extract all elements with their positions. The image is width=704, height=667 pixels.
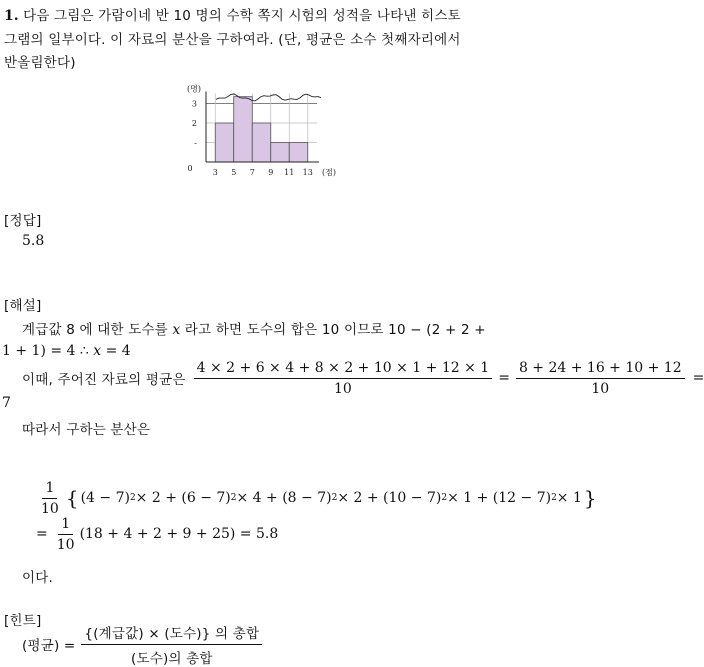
explanation-line-2	[2, 343, 131, 359]
fraction-numerator: 1	[58, 516, 73, 535]
histogram-bar	[271, 143, 290, 163]
histogram-bar	[215, 123, 234, 162]
hint-fraction	[81, 622, 262, 667]
variance-fraction	[54, 516, 78, 553]
mean-result: 7	[2, 395, 11, 411]
hint-label: [힌트]	[4, 613, 42, 629]
x-tick-label: 9	[268, 168, 274, 177]
origin-label: 0	[187, 164, 193, 173]
variance-term: × 2 + (10 − 7)	[337, 490, 442, 506]
fraction-denominator: 10	[41, 500, 59, 517]
variance-fraction	[38, 480, 62, 517]
y-tick-label: 3	[191, 99, 197, 109]
x-tick-label: 3	[212, 168, 218, 177]
explanation-line-1	[22, 318, 486, 338]
explanation-line-4: 이다.	[22, 570, 53, 586]
exponent: 2	[129, 493, 136, 503]
exponent: 2	[551, 493, 557, 503]
problem-statement	[4, 4, 461, 24]
mean-fraction-1	[194, 360, 493, 397]
explanation-math: 1 + 1) = 4 ∴	[2, 343, 89, 359]
exponent: 2	[230, 493, 237, 503]
problem-line-1: 다음 그림은 가람이네 반 10 명의 수학 쪽지 시험의 성적을 나타낸 히스토	[23, 8, 461, 24]
hint-formula	[22, 624, 264, 667]
y-tick-label: -	[194, 138, 197, 148]
explanation-line-3: 따라서 구하는 분산은	[22, 422, 151, 438]
explanation-text: 라고 하면 도수의 합은 10 이므로 10 − (2 + 2 +	[184, 322, 486, 338]
answer-label: [정답]	[4, 213, 42, 229]
fraction-denominator: 10	[56, 536, 75, 553]
histogram-chart	[186, 80, 356, 185]
equals-sign: =	[498, 370, 510, 386]
explanation-text: 이때, 주어진 자료의 평균은	[22, 372, 186, 388]
x-tick-label: 11	[284, 168, 295, 177]
equals-sign: =	[36, 526, 48, 542]
variance-formula-1: $\frac{1}{10}$ { (4 − 7) 2 × 2 + (6 − 7) 2 × 4 + (8 − 7) 2 × 2 + (10 − 7) 2 × 1 + (12 − 7) 2 × 1 }	[36, 478, 597, 518]
exponent: 2	[441, 493, 448, 503]
x-tick-label: 7	[249, 168, 255, 177]
explanation-text: 계급값 8 에 대한 도수를	[22, 322, 168, 338]
variance-term: × 2 + (6 − 7)	[135, 490, 231, 506]
variance-term: × 4 + (8 − 7)	[236, 490, 332, 506]
problem-line-2: 그램의 일부이다. 이 자료의 분산을 구하여라. (단, 평균은 소수 첫째자리에서	[4, 32, 461, 48]
histogram-bar	[234, 97, 253, 162]
variance-result: (18 + 4 + 2 + 9 + 25) = 5.8	[79, 526, 279, 542]
problem-line-3: 반올림한다)	[4, 55, 76, 71]
torn-edge	[216, 94, 321, 101]
problem-number: 1.	[4, 8, 19, 24]
histogram-bar	[289, 143, 308, 163]
variable-x: x	[93, 343, 102, 359]
explanation-math: = 4	[105, 343, 131, 359]
x-tick-label: 5	[231, 168, 237, 177]
answer-value: 5.8	[22, 233, 45, 249]
equals-sign: =	[692, 370, 704, 386]
histogram-bars	[215, 97, 308, 162]
fraction-denominator: (도수)의 총합	[131, 650, 213, 667]
hint-lhs: (평균) =	[22, 638, 76, 654]
y-axis-label: (명)	[187, 84, 201, 94]
variable-x: x	[172, 322, 181, 338]
x-tick-label: 13	[302, 168, 313, 177]
fraction-denominator: 10	[591, 380, 610, 397]
fraction-numerator: 4 × 2 + 6 × 4 + 8 × 2 + 10 × 1 + 12 × 1	[194, 360, 493, 379]
mean-formula	[22, 358, 704, 398]
explanation-label: [해설]	[4, 298, 42, 314]
x-axis-label: (점)	[322, 168, 336, 177]
fraction-numerator: 1	[42, 480, 57, 499]
mean-fraction-2	[516, 360, 685, 397]
variance-formula-2	[36, 514, 278, 554]
y-tick-label: 2	[191, 119, 197, 128]
variance-term: × 1	[556, 490, 582, 506]
fraction-numerator: {(계급값) × (도수)} 의 총합	[81, 622, 262, 645]
fraction-numerator: 8 + 24 + 16 + 10 + 12	[516, 360, 685, 379]
histogram-bar	[252, 123, 271, 162]
variance-term: (4 − 7)	[80, 490, 130, 506]
fraction-denominator: 10	[334, 380, 352, 397]
variance-term: × 1 + (12 − 7)	[447, 490, 552, 506]
exponent: 2	[331, 493, 338, 503]
